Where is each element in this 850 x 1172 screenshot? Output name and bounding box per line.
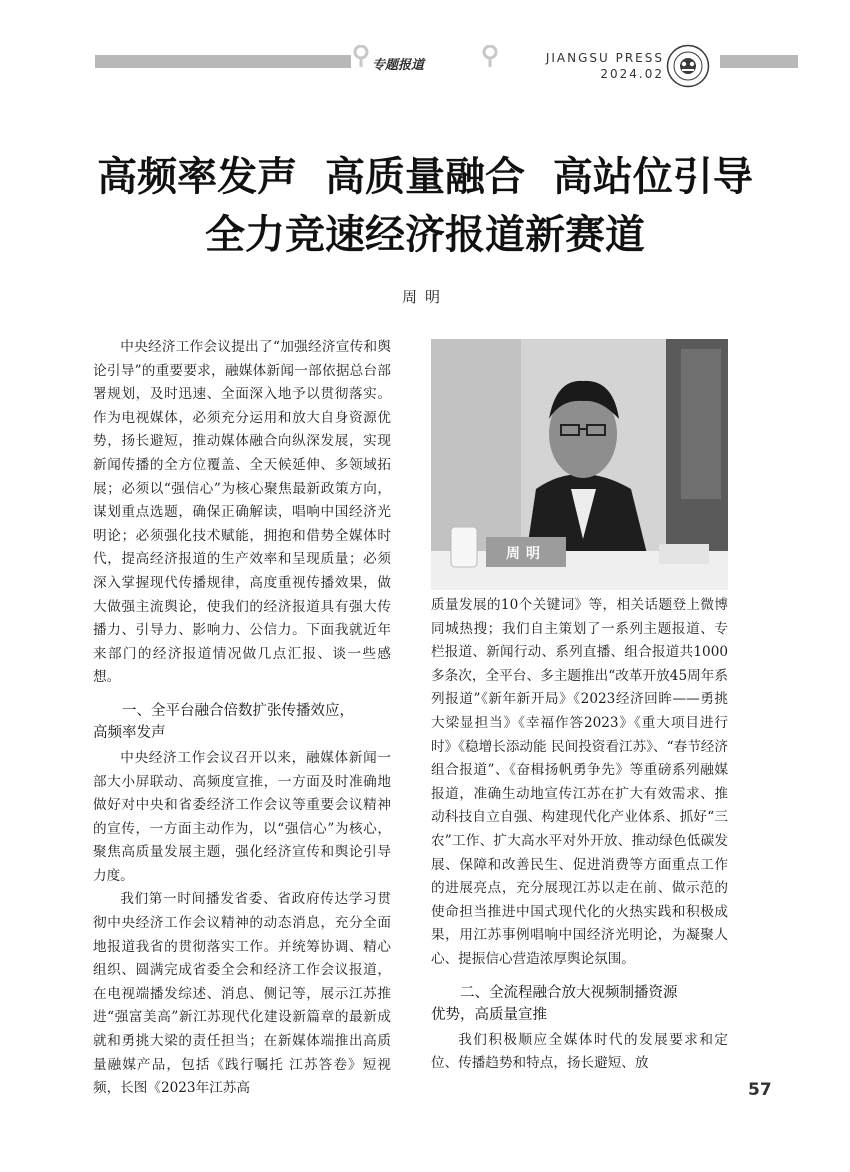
paragraph: 我们第一时间播发省委、省政府传达学习贯彻中央经济工作会议精神的动态消息，充分全面地报道我省的贯彻落实工作。并统筹协调、精心组织、圆满完成省委全会和经济工作会议报道，在电视端播发综述、消息、侧记等，展示江苏推进“强富美高”新江苏现代化建设新篇章的最新成就和勇挑大梁的责任担当；在新媒体端推出高质量融媒产品，包括《践行嘱托 江苏答卷》短视频，长图《2023年江苏高 xyxy=(93,891,391,1097)
publication-block xyxy=(516,50,664,82)
section-heading-1-line-1: 一、全平台融合倍数扩张传播效应， xyxy=(122,702,354,719)
paragraph: 质量发展的10个关键词》等，相关话题登上微博同城热搜；我们自主策划了一系列主题报道、专栏报道、新闻行动、系列直播、组合报道共1000多条次，全平台、多主题推出“改革开放45周年系列报道”《新年新开局》《2023经济回眸——勇挑大梁显担当》《幸福作答2023》《重大项目进行时》《稳增长添动能 民间投资看江苏》、“春节经济组合报道”、《奋楫扬帆勇争先》等重磅系列融媒报道，准确生动地宣传江苏在扩大有效需求、推动科技自立自强、构建现代化产业体系、抓好“三农”工作、扩大高水平对外开放、推动绿色低碳发展、保障和改善民生、促进消费等方面重点工作的进展亮点，充分展现江苏以走在前、做示范的使命担当推进中国式现代化的火热实践和积极成果，用江苏事例唱响中国经济光明论，为凝聚人心、提振信心营造浓厚舆论氛围。 xyxy=(431,597,728,967)
pin-icon xyxy=(482,45,498,67)
section-heading-2 xyxy=(431,982,728,1026)
paragraph: 我们积极顺应全媒体时代的发展要求和定位、传播趋势和特点，扬长避短、放 xyxy=(431,1031,728,1072)
issue-number: 2024.02 xyxy=(600,67,664,81)
author-photo-illustration xyxy=(431,339,728,590)
section-heading-1-line-2: 高频率发声 xyxy=(93,724,166,741)
section-heading-2-line-2: 优势，高质量宣推 xyxy=(431,1006,547,1023)
section-heading-1 xyxy=(93,700,391,744)
section-label: 专题报道 xyxy=(372,58,425,73)
paragraph: 中央经济工作会议召开以来，融媒体新闻一部大小屏联动、高频度宣推，一方面及时准确地做好对中央和省委经济工作会议等重要会议精神的宣传，一方面主动作为，以“强信心”为核心，聚焦高质量发展主题，强化经济宣传和舆论引导力度。 xyxy=(93,749,391,884)
pin-icon xyxy=(353,45,369,67)
publication-name: JIANGSU PRESS xyxy=(545,51,664,65)
intro-paragraph: 中央经济工作会议提出了“加强经济宣传和舆论引导”的重要要求，融媒体新闻一部依据总台部署规划，及时迅速、全面深入地予以贯彻落实。作为电视媒体，必须充分运用和放大自身资源优势，扬长避短，推动媒体融合向纵深发展，实现新闻传播的全方位覆盖、全天候延伸、多领域拓展；必须以“强信心”为核心聚焦最新政策方向，谋划重点选题，确保正确解读，唱响中国经济光明论；必须强化技术赋能，拥抱和借势全媒体时代，提高经济报道的生产效率和呈现质量；必须深入掌握现代传播规律，高度重视传播效果，做大做强主流舆论，使我们的经济报道具有强大传播力、引导力、影响力、公信力。下面我就近年来部门的经济报道情况做几点汇报、谈一些感想。 xyxy=(93,339,391,686)
right-column xyxy=(431,594,728,1076)
section-heading-2-line-1: 二、全流程融合放大视频制播资源 xyxy=(460,984,678,1001)
article-title-line-2: 全力竞速经济报道新赛道 xyxy=(205,212,645,258)
article-author: 周明 xyxy=(401,288,448,306)
page-number: 57 xyxy=(748,1080,772,1100)
article-title-line-1: 高频率发声 高质量融合 高站位引导 xyxy=(97,154,753,200)
header-bar-right xyxy=(720,55,798,68)
desk-nameplate: 周明 xyxy=(506,546,546,562)
author-photo xyxy=(431,339,728,590)
header-bar-left xyxy=(95,55,351,68)
left-column xyxy=(93,336,391,1101)
association-seal-logo xyxy=(666,44,710,88)
